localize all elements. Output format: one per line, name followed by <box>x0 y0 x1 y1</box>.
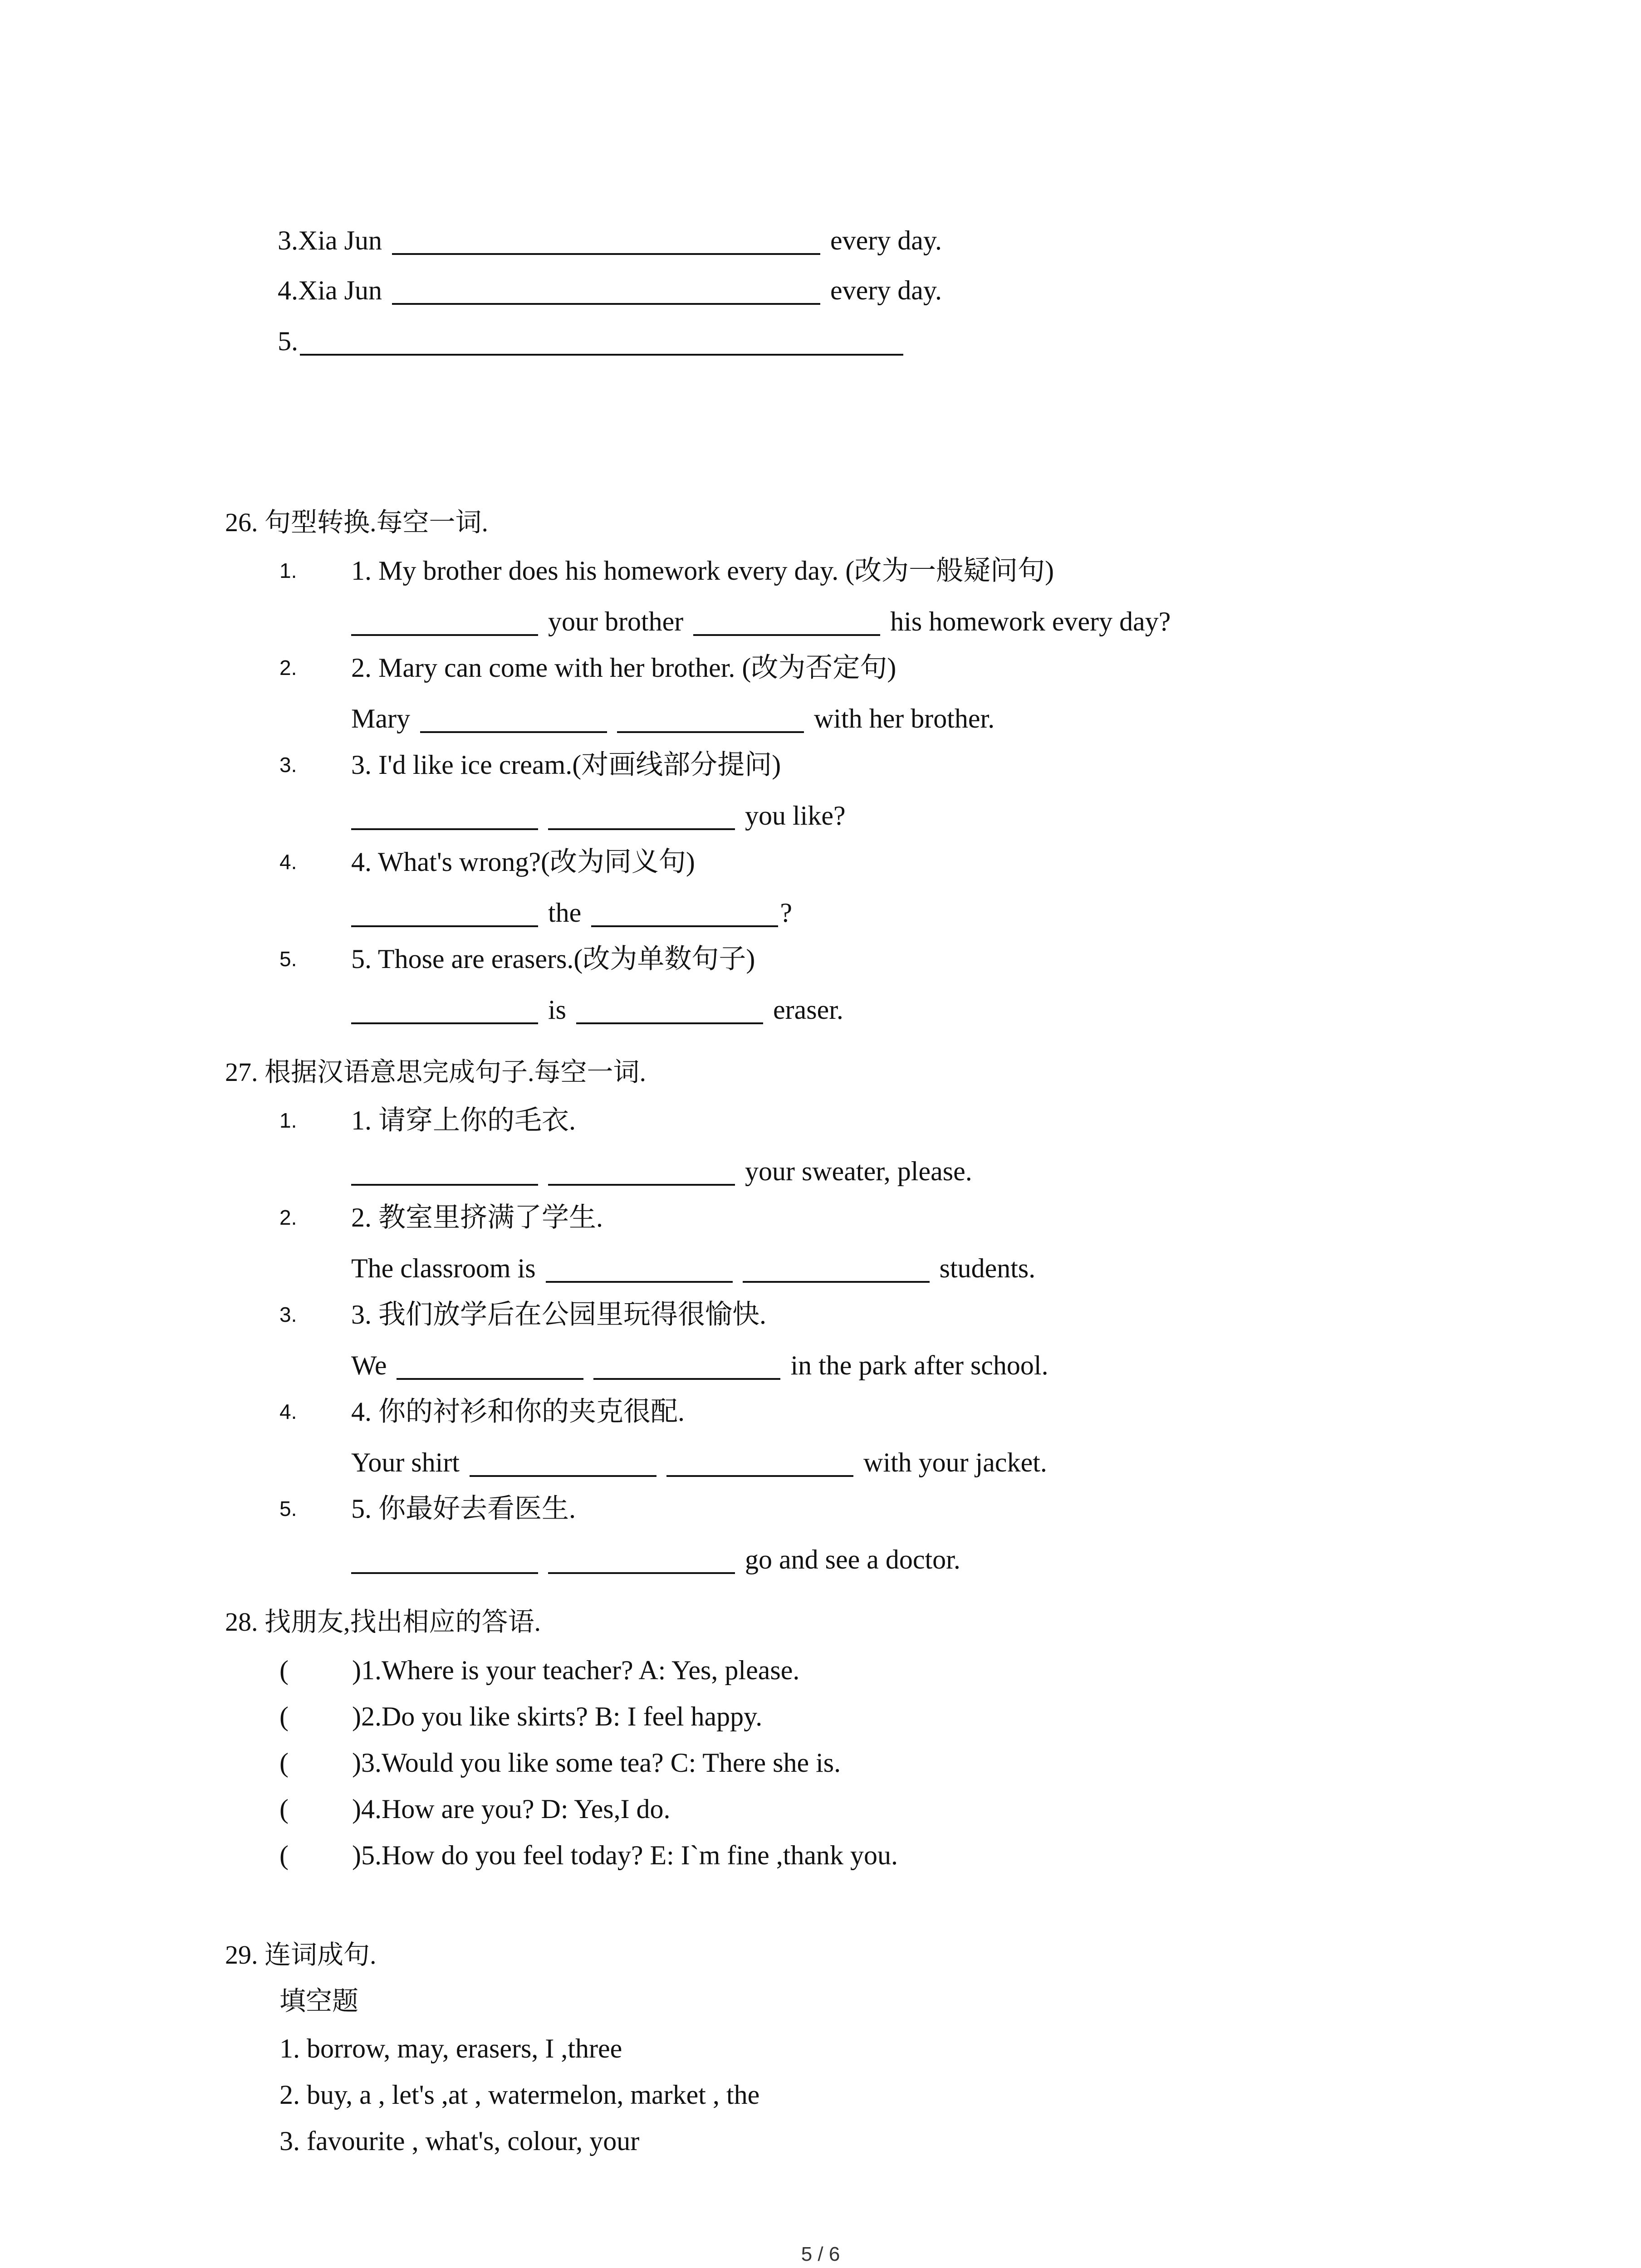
answer-text: eraser. <box>773 995 843 1025</box>
answer-paren-open[interactable]: ( <box>279 1748 289 1778</box>
match-item-text: )5.How do you feel today? E: I`m fine ,thank you. <box>352 1840 898 1870</box>
answer-text: ? <box>780 898 792 928</box>
answer-text: students. <box>939 1253 1036 1283</box>
q27-item-2-prompt: 2. 教室里挤满了学生. <box>351 1202 603 1232</box>
q27-item-5-number: 5. <box>279 1497 297 1520</box>
answer-blank[interactable] <box>666 1475 853 1477</box>
q29-item-2: 2. buy, a , let's ,at , watermelon, market , the <box>279 2080 760 2110</box>
answer-blank[interactable] <box>591 925 778 927</box>
answer-blank[interactable] <box>617 731 804 733</box>
answer-text: your sweater, please. <box>745 1156 972 1186</box>
answer-prefix: 5. <box>278 326 298 356</box>
match-item-text: )4.How are you? D: Yes,I do. <box>352 1794 671 1824</box>
answer-blank[interactable] <box>351 634 538 636</box>
answer-line-4 <box>278 272 942 308</box>
answer-blank[interactable] <box>392 253 820 255</box>
answer-blank[interactable] <box>420 731 607 733</box>
answer-suffix: every day. <box>830 225 942 255</box>
q27-item-5-prompt: 5. 你最好去看医生. <box>351 1494 576 1524</box>
q26-item-1-answer <box>351 603 1171 640</box>
answer-text: go and see a doctor. <box>745 1545 960 1574</box>
q26-item-2-answer <box>351 700 994 737</box>
answer-blank[interactable] <box>576 1022 763 1024</box>
answer-blank[interactable] <box>351 1022 538 1024</box>
q26-item-2-prompt: 2. Mary can come with her brother. (改为否定句) <box>351 653 896 683</box>
q28-heading: 28. 找朋友,找出相应的答语. <box>225 1607 541 1637</box>
q27-item-1-prompt: 1. 请穿上你的毛衣. <box>351 1105 576 1135</box>
q26-item-4-answer <box>351 894 792 931</box>
answer-blank[interactable] <box>351 1184 538 1186</box>
answer-blank[interactable] <box>693 634 880 636</box>
answer-prefix: We <box>351 1350 387 1380</box>
match-item-text: )2.Do you like skirts? B: I feel happy. <box>352 1701 763 1731</box>
q26-item-3-prompt: 3. I'd like ice cream.(对画线部分提问) <box>351 750 781 780</box>
answer-paren-open[interactable]: ( <box>279 1840 289 1870</box>
answer-blank[interactable] <box>548 1572 735 1574</box>
q26-item-3-answer <box>351 797 846 834</box>
q29-item-1: 1. borrow, may, erasers, I ,three <box>279 2033 622 2063</box>
answer-line-5 <box>278 323 913 359</box>
answer-blank[interactable] <box>397 1378 583 1380</box>
page-number: 5 / 6 <box>801 2243 840 2265</box>
answer-prefix: The classroom is <box>351 1253 536 1283</box>
answer-blank[interactable] <box>392 303 820 305</box>
q26-item-5-answer <box>351 992 843 1028</box>
q29-subheading: 填空题 <box>279 1986 359 2016</box>
answer-text: the <box>548 898 582 928</box>
answer-blank[interactable] <box>351 1572 538 1574</box>
q27-heading: 27. 根据汉语意思完成句子.每空一词. <box>225 1057 647 1087</box>
answer-blank[interactable] <box>300 354 903 356</box>
q26-item-2-number: 2. <box>279 656 297 679</box>
q27-item-3-prompt: 3. 我们放学后在公园里玩得很愉快. <box>351 1300 766 1330</box>
q27-item-1-number: 1. <box>279 1109 297 1132</box>
answer-paren-open[interactable]: ( <box>279 1655 289 1685</box>
answer-text: you like? <box>745 801 846 831</box>
q28-item-1 <box>279 1652 799 1688</box>
answer-text: your brother <box>548 606 684 636</box>
answer-prefix: 3.Xia Jun <box>278 225 382 255</box>
answer-suffix: every day. <box>830 275 942 305</box>
answer-prefix: 4.Xia Jun <box>278 275 382 305</box>
q29-heading: 29. 连词成句. <box>225 1940 377 1970</box>
match-item-text: )3.Would you like some tea? C: There she is. <box>352 1748 841 1778</box>
q27-item-5-answer <box>351 1541 960 1578</box>
q27-item-3-number: 3. <box>279 1303 297 1326</box>
answer-blank[interactable] <box>351 925 538 927</box>
match-item-text: )1.Where is your teacher? A: Yes, please. <box>352 1655 800 1685</box>
q27-item-3-answer <box>351 1347 1048 1383</box>
answer-blank[interactable] <box>470 1475 656 1477</box>
answer-text: with her brother. <box>813 704 995 733</box>
answer-text: in the park after school. <box>790 1350 1048 1380</box>
answer-blank[interactable] <box>593 1378 780 1380</box>
q26-item-4-prompt: 4. What's wrong?(改为同义句) <box>351 847 695 877</box>
answer-blank[interactable] <box>743 1281 930 1283</box>
answer-line-3 <box>278 222 942 259</box>
answer-blank[interactable] <box>546 1281 733 1283</box>
q28-item-3 <box>279 1745 841 1781</box>
answer-paren-open[interactable]: ( <box>279 1701 289 1731</box>
q28-item-2 <box>279 1698 762 1735</box>
q26-item-5-prompt: 5. Those are erasers.(改为单数句子) <box>351 944 755 974</box>
answer-paren-open[interactable]: ( <box>279 1794 289 1824</box>
q26-item-4-number: 4. <box>279 850 297 874</box>
q27-item-2-number: 2. <box>279 1206 297 1229</box>
answer-blank[interactable] <box>351 828 538 830</box>
answer-text: is <box>548 995 567 1025</box>
q26-item-1-number: 1. <box>279 559 297 582</box>
q28-item-5 <box>279 1837 898 1873</box>
q26-item-5-number: 5. <box>279 947 297 971</box>
answer-blank[interactable] <box>548 828 735 830</box>
q27-item-4-number: 4. <box>279 1400 297 1423</box>
answer-prefix: Your shirt <box>351 1447 460 1477</box>
q29-item-3: 3. favourite , what's, colour, your <box>279 2126 640 2156</box>
answer-prefix: Mary <box>351 704 410 733</box>
q26-heading: 26. 句型转换.每空一词. <box>225 508 489 537</box>
q27-item-2-answer <box>351 1250 1035 1286</box>
answer-text: his homework every day? <box>890 606 1171 636</box>
q27-item-4-answer <box>351 1444 1047 1481</box>
q28-item-4 <box>279 1791 671 1827</box>
q27-item-4-prompt: 4. 你的衬衫和你的夹克很配. <box>351 1397 685 1427</box>
answer-blank[interactable] <box>548 1184 735 1186</box>
q26-item-1-prompt: 1. My brother does his homework every day. (改为一般疑问句) <box>351 556 1054 586</box>
q26-item-3-number: 3. <box>279 753 297 777</box>
q27-item-1-answer <box>351 1153 972 1189</box>
answer-text: with your jacket. <box>863 1447 1047 1477</box>
